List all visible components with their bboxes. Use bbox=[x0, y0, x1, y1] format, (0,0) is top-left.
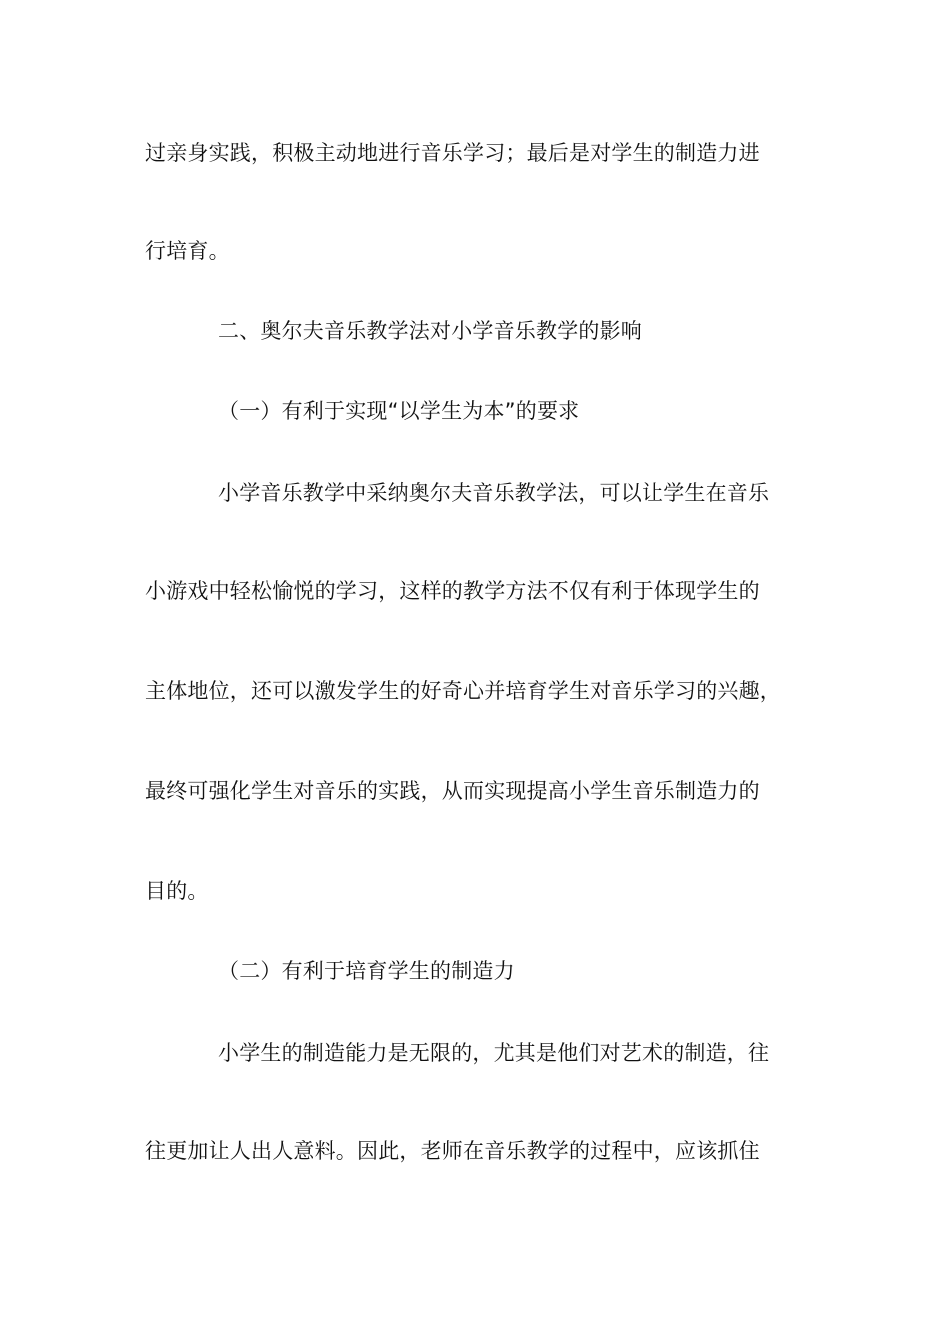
paragraph-line: 往更加让人出人意料。因此，老师在音乐教学的过程中，应该抓住 bbox=[145, 1139, 760, 1163]
section-heading: 二、奥尔夫音乐教学法对小学音乐教学的影响 bbox=[218, 319, 642, 343]
paragraph-line: 小学音乐教学中采纳奥尔夫音乐教学法，可以让学生在音乐 bbox=[218, 481, 770, 505]
paragraph-line: 行培育。 bbox=[145, 239, 230, 263]
paragraph-line: 主体地位，还可以激发学生的好奇心并培育学生对音乐学习的兴趣， bbox=[145, 679, 781, 703]
paragraph-line: 小游戏中轻松愉悦的学习，这样的教学方法不仅有利于体现学生的 bbox=[145, 579, 760, 603]
subsection-heading: （二）有利于培育学生的制造力 bbox=[218, 959, 515, 983]
paragraph-line: 小学生的制造能力是无限的，尤其是他们对艺术的制造，往 bbox=[218, 1041, 770, 1065]
paragraph-line: 目的。 bbox=[145, 879, 209, 903]
subsection-heading: （一）有利于实现“以学生为本”的要求 bbox=[218, 399, 580, 423]
paragraph-line: 最终可强化学生对音乐的实践，从而实现提高小学生音乐制造力的 bbox=[145, 779, 760, 803]
paragraph-line: 过亲身实践，积极主动地进行音乐学习；最后是对学生的制造力进 bbox=[145, 141, 760, 165]
